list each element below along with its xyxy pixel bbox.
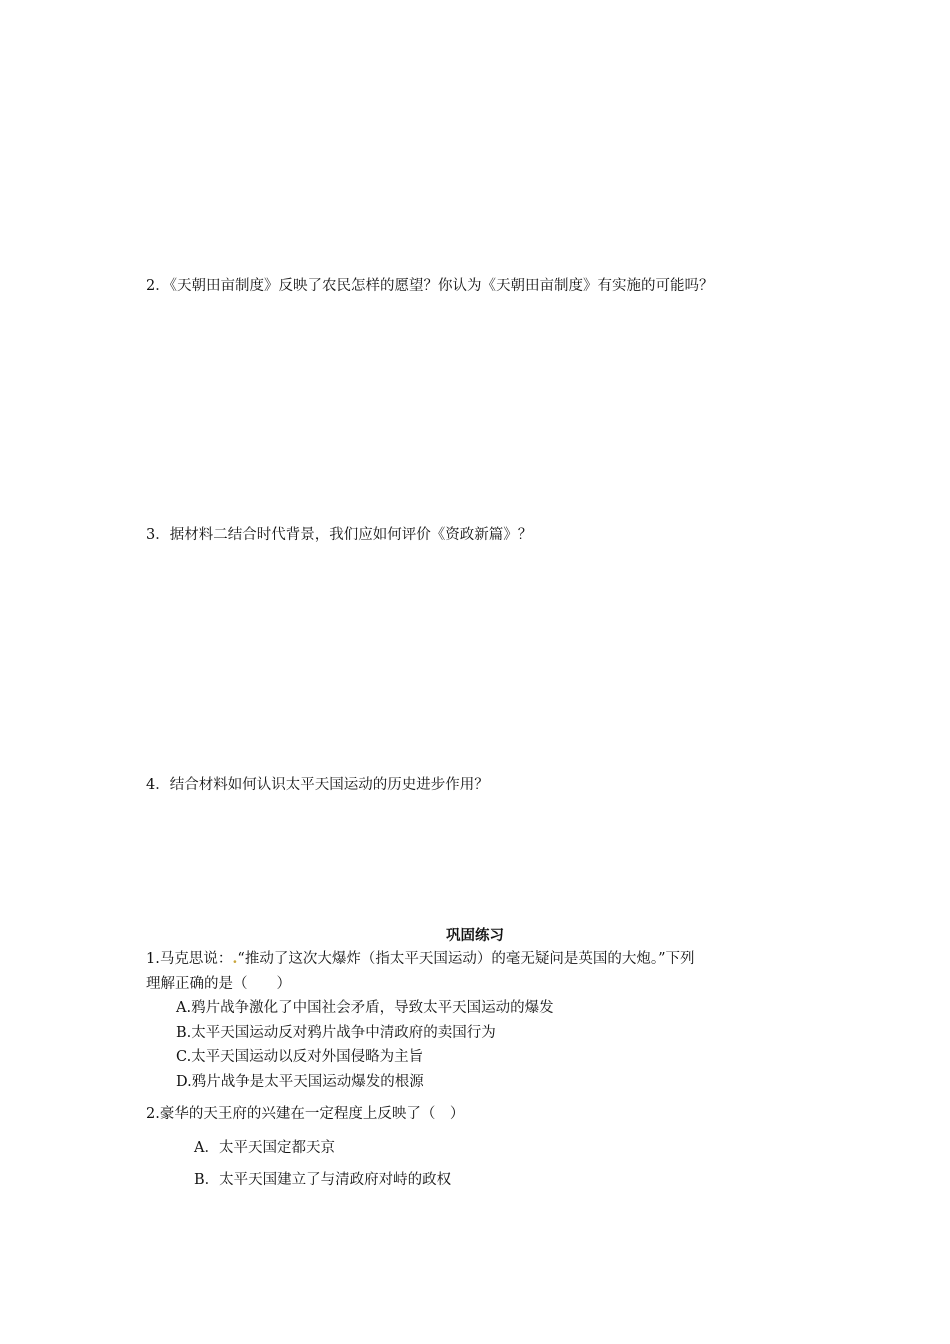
q1-option-d: D.鸦片战争是太平天国运动爆发的根源 bbox=[176, 1074, 424, 1090]
q1-option-c: C.太平天国运动以反对外国侵略为主旨 bbox=[176, 1049, 424, 1065]
practice-q1-rest: “推动了这次大爆炸（指太平天国运动）的毫无疑问是英国的大炮。”下列 bbox=[237, 951, 695, 967]
question-3: 3．据材料二结合时代背景，我们应如何评价《资政新篇》？ bbox=[146, 527, 533, 543]
q2-option-a: A．太平天国定都天京 bbox=[194, 1140, 335, 1156]
highlight-mark: . bbox=[232, 950, 238, 967]
q1-option-b: B.太平天国运动反对鸦片战争中清政府的卖国行为 bbox=[176, 1025, 496, 1041]
practice-title: 巩固练习 bbox=[446, 928, 504, 944]
question-2: 2．《天朝田亩制度》反映了农民怎样的愿望？你认为《天朝田亩制度》有实施的可能吗？ bbox=[146, 278, 714, 294]
q2-option-b: B．太平天国建立了与清政府对峙的政权 bbox=[194, 1172, 452, 1188]
practice-q2-stem: 2.豪华的天王府的兴建在一定程度上反映了（ ） bbox=[146, 1106, 465, 1122]
practice-q1-line1 bbox=[146, 949, 694, 969]
practice-q1-line2: 理解正确的是（ ） bbox=[146, 976, 291, 992]
question-4: 4．结合材料如何认识太平天国运动的历史进步作用？ bbox=[146, 777, 489, 793]
q1-option-a: A.鸦片战争激化了中国社会矛盾，导致太平天国运动的爆发 bbox=[176, 1000, 554, 1016]
practice-q1-prefix: 1.马克思说： bbox=[146, 951, 233, 967]
